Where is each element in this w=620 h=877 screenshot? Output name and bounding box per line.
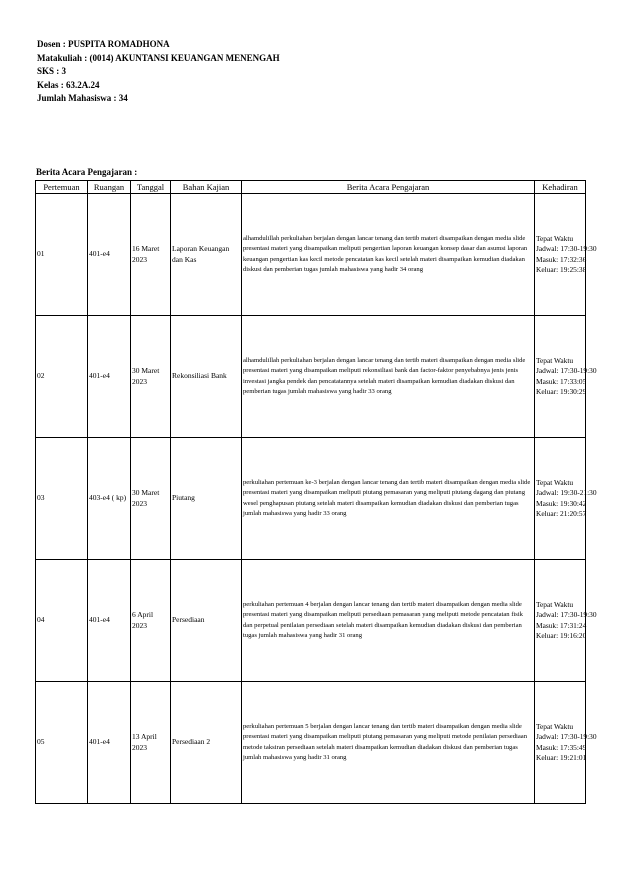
cell-bahan-kajian: Piutang	[171, 438, 242, 560]
cell-bahan-kajian: Persediaan 2	[171, 682, 242, 804]
kehadiran-masuk: Masuk: 17:31:24	[536, 620, 587, 630]
cell-pertemuan: 02	[36, 316, 88, 438]
cell-pertemuan: 04	[36, 560, 88, 682]
cell-ruangan: 401-e4	[88, 194, 131, 316]
kehadiran-keluar: Keluar: 21:20:57	[536, 509, 587, 518]
kehadiran-jadwal: Jadwal: 17:30-19:30	[536, 610, 597, 619]
dosen-label: Dosen : PUSPITA ROMADHONA	[37, 39, 170, 49]
kehadiran-status: Tepat Waktu	[536, 721, 574, 731]
kehadiran-jadwal: Jadwal: 17:30-19:30	[536, 244, 597, 253]
col-bahan-kajian: Bahan Kajian	[171, 181, 242, 194]
cell-bahan-kajian: Persediaan	[171, 560, 242, 682]
col-pertemuan: Pertemuan	[36, 181, 88, 194]
cell-berita-acara: perkuliahan pertemuan ke-3 berjalan dengan lancar tenang dan tertib materi disampaikan dengan media slide presentasi materi yang disampaikan meliputi piutang pemasaran yang meliputi piutang dagang dan piutang wesel penghapusan piutang setelah materi disampaikan kemudian diadakan diskusi dan pemberian tugas jumlah mahasiswa yang hadir 33 orang	[242, 438, 535, 560]
cell-kehadiran	[535, 316, 597, 438]
cell-berita-acara: alhamdulillah perkuliahan berjalan dengan lancar tenang dan tertib materi disampaikan dengan media slide presentasi materi yang disampaikan meliputi rekonsiliasi bank dan factor-faktor penyebabnya jenis jenis investasi jangka pendek dan pencatatannya setelah materi disampaikan kemudian diadakan diskusi dan pemberian tugas jumlah mahasiswa yang hadir 33 orang	[242, 316, 535, 438]
kehadiran-masuk: Masuk: 17:33:05	[536, 376, 587, 386]
section-title: Berita Acara Pengajaran :	[36, 167, 138, 177]
cell-tanggal: 6 April 2023	[131, 560, 171, 682]
kehadiran-jadwal: Jadwal: 17:30-19:30	[536, 366, 597, 375]
berita-acara-table	[35, 180, 597, 804]
kehadiran-status: Tepat Waktu	[536, 233, 574, 243]
kehadiran-keluar: Keluar: 19:16:20	[536, 631, 587, 640]
col-ruangan: Ruangan	[88, 181, 131, 194]
cell-tanggal: 30 Maret 2023	[131, 438, 171, 560]
cell-ruangan: 401-e4	[88, 682, 131, 804]
col-tanggal: Tanggal	[131, 181, 171, 194]
table-row	[36, 316, 586, 438]
cell-ruangan: 401-e4	[88, 316, 131, 438]
cell-kehadiran	[535, 682, 597, 804]
cell-berita-acara: perkuliahan pertemuan 5 berjalan dengan lancar tenang dan tertib materi disampaikan dengan media slide presentasi materi yang disampaikan meliputi piutang pemasaran yang meliputi metode penilaian persediaan metode taksiran persediaan setelah materi disampaikan kemudian diadakan diskusi dan pemberian tugas jumlah mahasiswa yang hadir 31 orang	[242, 682, 535, 804]
cell-berita-acara: perkuliahan pertemuan 4 berjalan dengan lancar tenang dan tertib materi disampaikan dengan media slide presentasi materi yang disampaikan meliputi persediaan pemasaran yang meliputi metode pencatatan fisik dan perpetual penilaian persediaan setelah materi disampaikan kemudian diadakan diskusi dan pemberian tugas jumlah mahasiswa yang hadir 31 orang	[242, 560, 535, 682]
table-row	[36, 682, 586, 804]
cell-ruangan: 403-e4 ( kp)	[88, 438, 131, 560]
cell-kehadiran	[535, 560, 597, 682]
col-kehadiran: Kehadiran	[535, 181, 586, 194]
table-row	[36, 194, 586, 316]
kehadiran-masuk: Masuk: 17:35:49	[536, 742, 587, 752]
kehadiran-masuk: Masuk: 19:30:42	[536, 498, 587, 508]
kehadiran-keluar: Keluar: 19:21:01	[536, 753, 587, 762]
matakuliah-label: Matakuliah : (0014) AKUNTANSI KEUANGAN MENENGAH	[37, 52, 280, 63]
jumlah-mahasiswa-label: Jumlah Mahasiswa : 34	[37, 93, 128, 103]
kehadiran-keluar: Keluar: 19:25:38	[536, 265, 587, 274]
cell-pertemuan: 01	[36, 194, 88, 316]
kehadiran-jadwal: Jadwal: 17:30-19:30	[536, 732, 597, 741]
cell-berita-acara: alhamdulillah perkuliahan berjalan dengan lancar tenang dan tertib materi disampaikan dengan media slide presentasi materi yang disampaikan meliputi pengertian laporan keuangan konsep dasar dan asumsi laporan keuangan pengertian kas kecil metode pencatatan kas kecil setelah materi disampaikan kemudian diadakan diskusi dan pemberian tugas jumlah mahasiswa yang hadir 34 orang	[242, 194, 535, 316]
cell-ruangan: 401-e4	[88, 560, 131, 682]
kehadiran-keluar: Keluar: 19:30:29	[536, 387, 587, 396]
cell-bahan-kajian: Rekonsiliasi Bank	[171, 316, 242, 438]
cell-tanggal: 16 Maret 2023	[131, 194, 171, 316]
col-berita-acara: Berita Acara Pengajaran	[242, 181, 535, 194]
kelas-label: Kelas : 63.2A.24	[37, 79, 100, 90]
cell-kehadiran	[535, 194, 597, 316]
cell-pertemuan: 05	[36, 682, 88, 804]
cell-pertemuan: 03	[36, 438, 88, 560]
table-header-row	[36, 181, 586, 194]
cell-tanggal: 30 Maret 2023	[131, 316, 171, 438]
kehadiran-masuk: Masuk: 17:32:36	[536, 254, 587, 264]
kehadiran-status: Tepat Waktu	[536, 477, 574, 487]
kehadiran-jadwal: Jadwal: 19:30-21:30	[536, 488, 597, 497]
table-row	[36, 560, 586, 682]
table-row	[36, 438, 586, 560]
kehadiran-status: Tepat Waktu	[536, 599, 574, 609]
cell-tanggal: 13 April 2023	[131, 682, 171, 804]
document-header	[37, 38, 280, 106]
cell-kehadiran	[535, 438, 597, 560]
sks-label: SKS : 3	[37, 66, 67, 76]
cell-bahan-kajian: Laporan Keuangan dan Kas	[171, 194, 242, 316]
kehadiran-status: Tepat Waktu	[536, 355, 574, 365]
